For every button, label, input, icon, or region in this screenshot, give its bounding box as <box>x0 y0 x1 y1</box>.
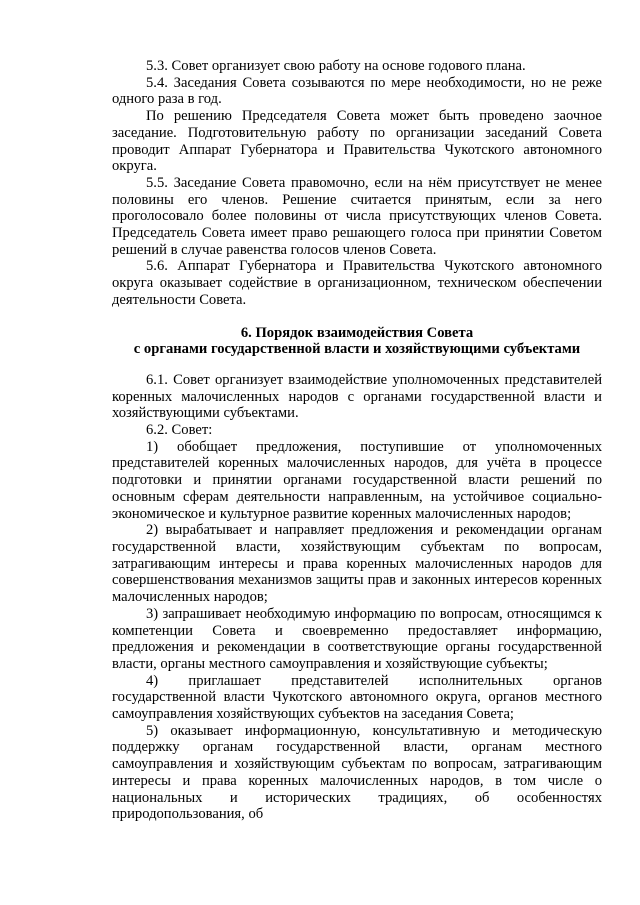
section-6-heading-line-2: с органами государственной власти и хозяйствующими субъектами <box>133 341 581 358</box>
list-item-1: 1) обобщает предложения, поступившие от уполномоченных представителей коренных малочисленных народов, для учёта в процессе подготовки и принятии органами государственной власти решений по основным сферам деятельности направленным, на устойчивое социально-экономическое и культурное развитие коренных малочисленных народов; <box>112 438 602 522</box>
paragraph-6-2: 6.2. Совет: <box>146 422 213 439</box>
paragraph-5-4-remote-meeting: По решению Председателя Совета может быть проведено заочное заседание. Подготовительную работу по организации заседаний Совета проводит Аппарат Губернатора и Правительства Чукотского автономного округа. <box>112 108 602 175</box>
paragraph-5-6: 5.6. Аппарат Губернатора и Правительства Чукотского автономного округа оказывает содействие в организационном, техническом обеспечении деятельности Совета. <box>112 258 602 308</box>
section-6-heading <box>112 325 602 358</box>
document-body <box>112 58 602 823</box>
list-item-5: 5) оказывает информационную, консультативную и методическую поддержку органам государственной власти, органам местного самоуправления и хозяйствующим субъектам по вопросам, затрагивающим интересы и права коренных малочисленных народов, в том числе о национальных и исторических традициях, об особенностях природопользования, об <box>112 722 602 823</box>
paragraph-5-3: 5.3. Совет организует свою работу на основе годового плана. <box>146 58 526 74</box>
list-item-4: 4) приглашает представителей исполнительных органов государственной власти Чукотского автономного округа, органов местного самоуправления хозяйствующих субъектов на заседания Совета; <box>112 672 602 723</box>
list-item-2: 2) вырабатывает и направляет предложения и рекомендации органам государственной власти, хозяйствующим субъектам по вопросам, затрагивающим интересы и права коренных малочисленных народов для совершенствования механизмов защиты прав и законных интересов коренных малочисленных народов; <box>112 522 602 606</box>
paragraph-5-4: 5.4. Заседания Совета созываются по мере необходимости, но не реже одного раза в год. <box>112 74 602 108</box>
paragraph-5-5: 5.5. Заседание Совета правомочно, если на нём присутствует не менее половины его членов. Решение считается принятым, если за него проголосовало более половины от числа присутствующих членов Совета. Председатель Совета имеет право решающего голоса при принятии Советом решений в случае равенства голосов членов Совета. <box>112 174 602 258</box>
list-item-3: 3) запрашивает необходимую информацию по вопросам, относящимся к компетенции Совета и своевременно предоставляет информацию, предложения и рекомендации в соответствующие органы государственной власти, органы местного самоуправления и хозяйствующие субъекты; <box>112 605 602 672</box>
paragraph-6-1: 6.1. Совет организует взаимодействие уполномоченных представителей коренных малочисленных народов с органами государственной власти и хозяйствующими субъектами. <box>112 371 602 422</box>
section-6-heading-line-1: 6. Порядок взаимодействия Совета <box>240 324 474 341</box>
